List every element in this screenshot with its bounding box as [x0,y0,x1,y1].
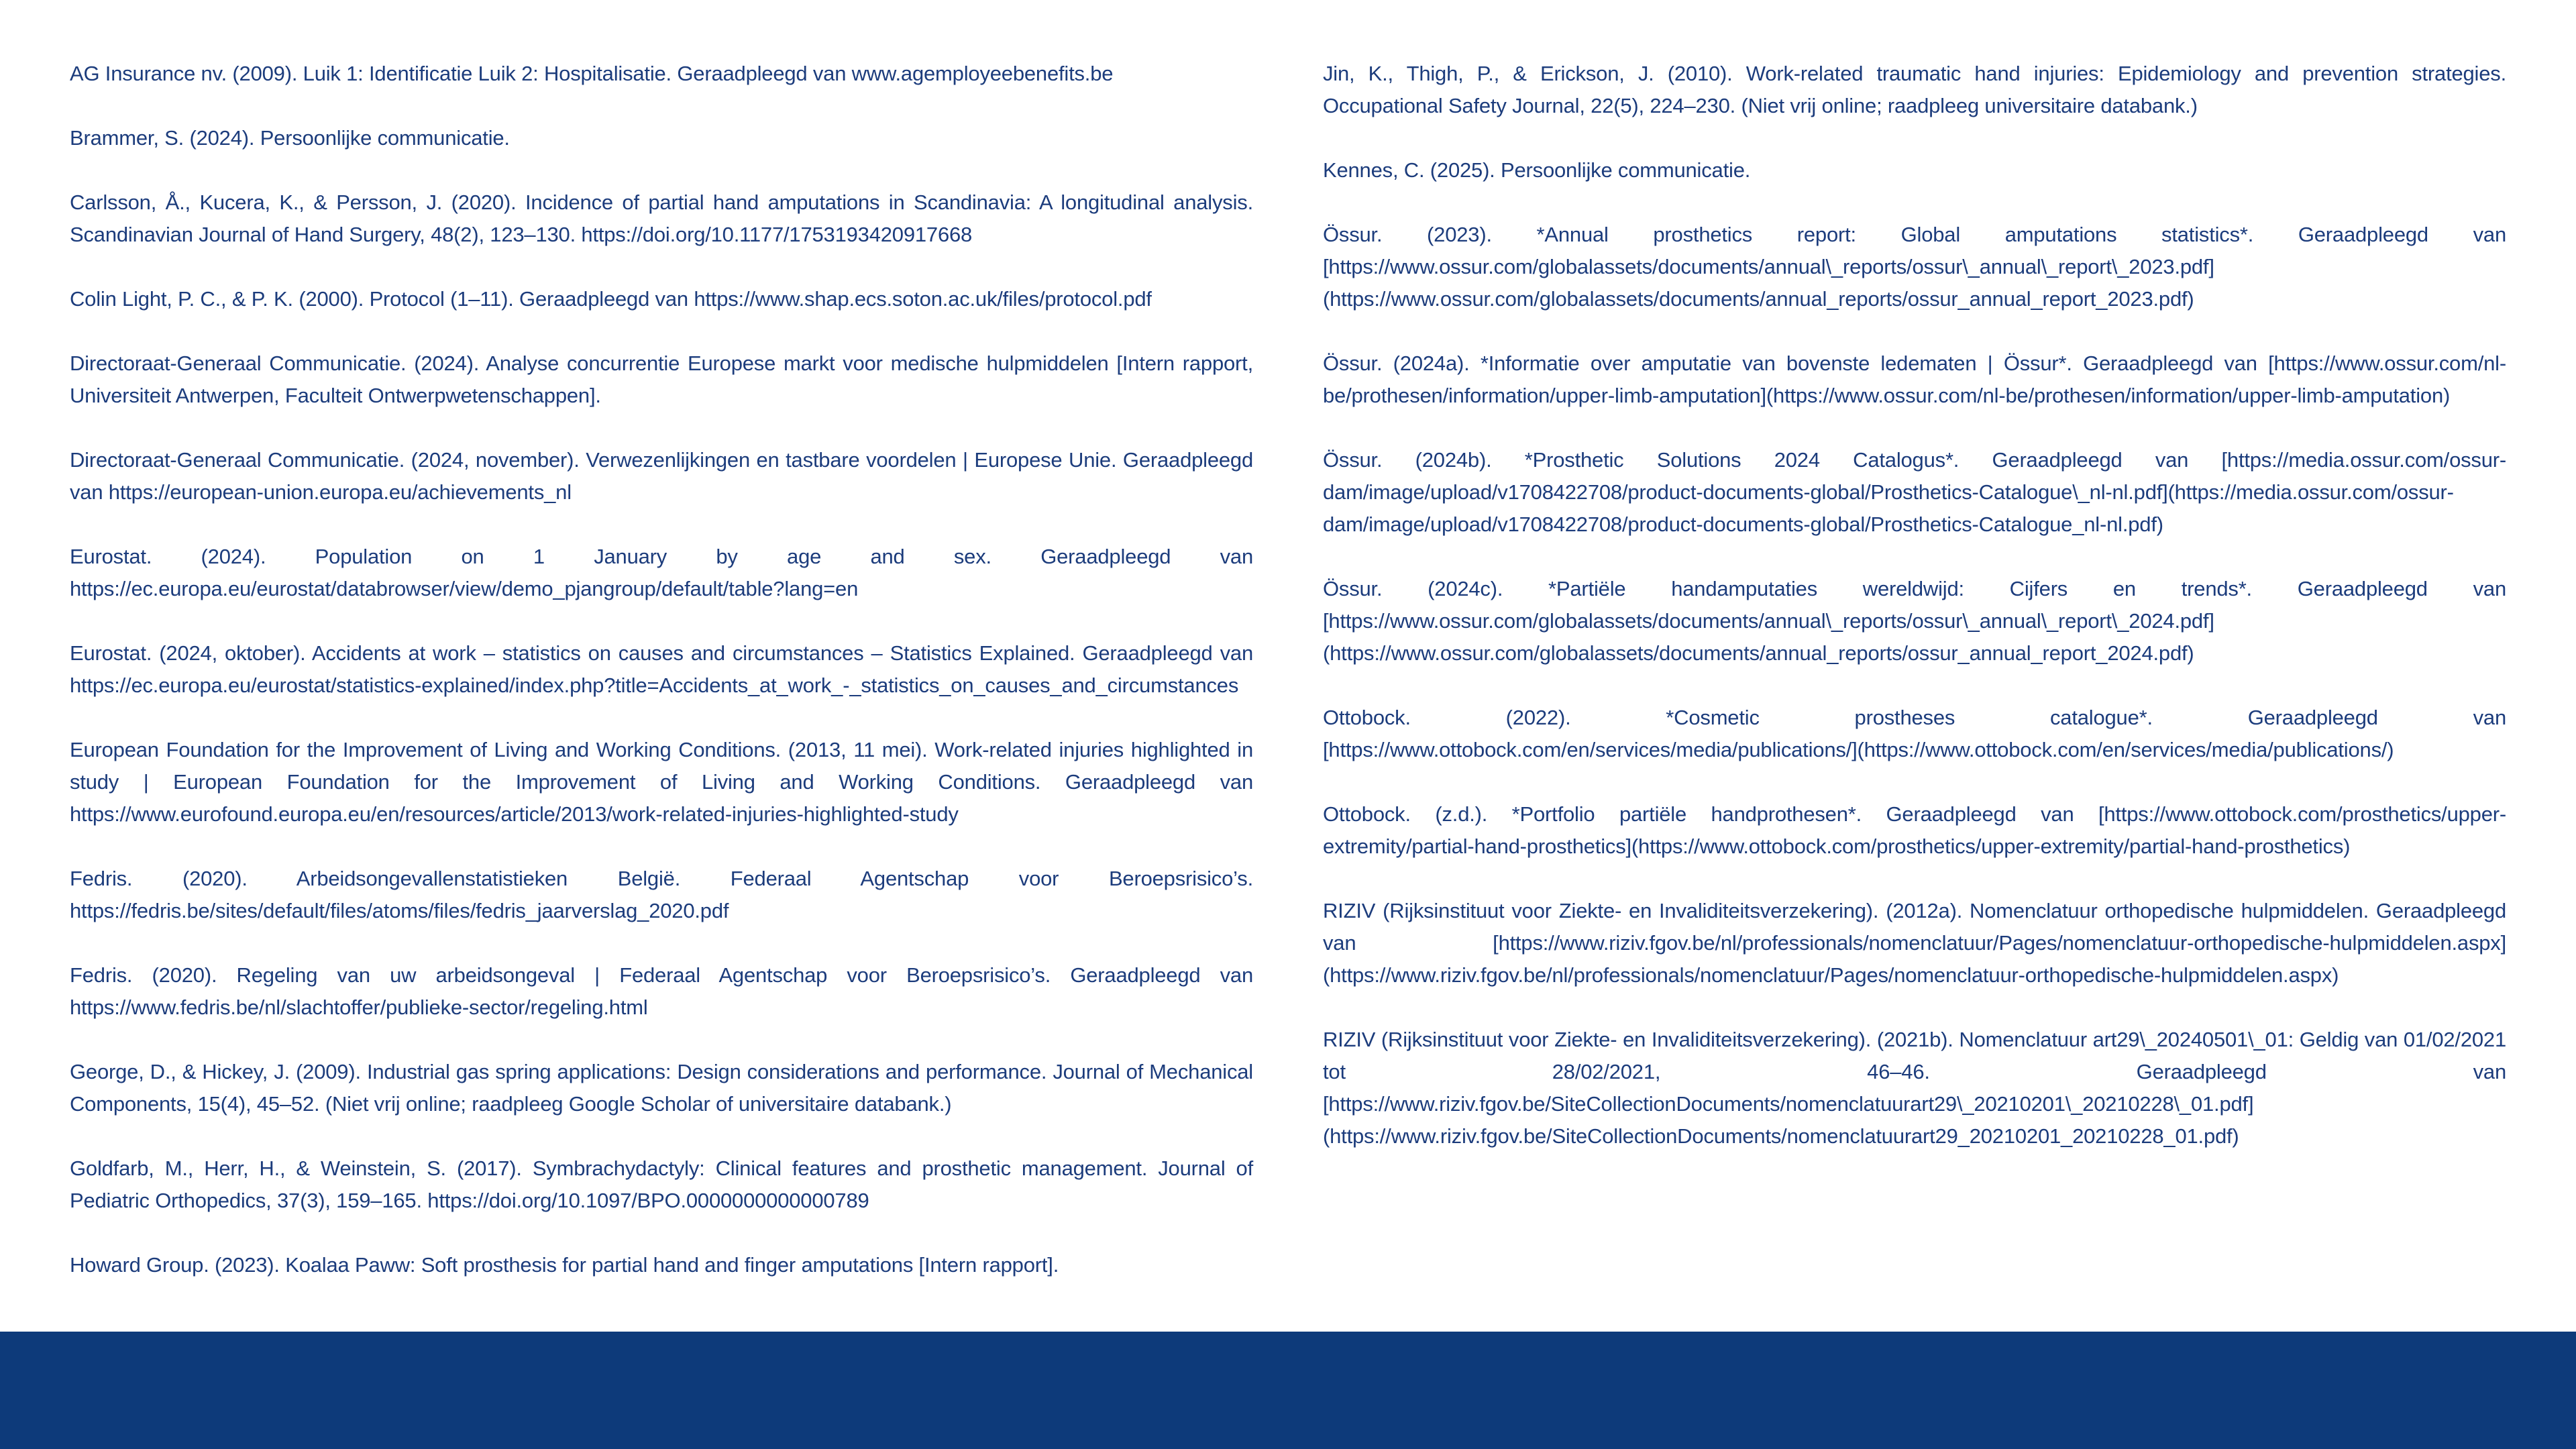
reference-entry: George, D., & Hickey, J. (2009). Industrial gas spring applications: Design considerations and performance. Journal of Mechanical Components, 15(4), 45–52. (Niet vrij online; raadpleeg Google Scholar of universitaire databank.) [70,1060,1253,1116]
footer-band [0,1332,2576,1449]
reference-entry: Fedris. (2020). Regeling van uw arbeidsongeval | Federaal Agentschap voor Beroepsrisico’s. Geraadpleegd van https://www.fedris.be/nl/slachtoffer/publieke-sector/regeling.html [70,963,1253,1019]
reference-entry: Eurostat. (2024). Population on 1 January by age and sex. Geraadpleegd van https://ec.europa.eu/eurostat/databrowser/view/demo_pjangroup/default/table?lang=en [70,545,1253,600]
reference-entry: Colin Light, P. C., & P. K. (2000). Protocol (1–11). Geraadpleegd van https://www.shap.ecs.soton.ac.uk/files/protocol.pdf [70,287,1152,311]
reference-entry: Eurostat. (2024, oktober). Accidents at work – statistics on causes and circumstances – Statistics Explained. Geraadpleegd van https://ec.europa.eu/eurostat/statistics-explained/index.php?title=Accidents_at_work_-_statistics_on_causes_and_circumstances [70,641,1253,697]
reference-column-left [70,58,1253,1313]
reference-entry: European Foundation for the Improvement of Living and Working Conditions. (2013, 11 mei). Work-related injuries highlighted in study | European Foundation for the Improvement of Living and Working Conditions. Geraadpleegd van https://www.eurofound.europa.eu/en/resources/article/2013/work-related-injuries-highlighted-study [70,738,1253,826]
reference-entry: AG Insurance nv. (2009). Luik 1: Identificatie Luik 2: Hospitalisatie. Geraadpleegd van www.agemployeebenefits.be [70,62,1114,85]
reference-entry: RIZIV (Rijksinstituut voor Ziekte- en Invaliditeitsverzekering). (2012a). Nomenclatuur orthopedische hulpmiddelen. Geraadpleegd van [https://www.riziv.fgov.be/nl/professionals/nomenclatuur/Pages/nomenclatuur-orthopedische-hulpmiddelen.aspx](https://www.riziv.fgov.be/nl/professionals/nomenclatuur/Pages/nomenclatuur-orthopedische-hulpmiddelen.aspx) [1323,899,2506,987]
reference-entry: Össur. (2024a). *Informatie over amputatie van bovenste ledematen | Össur*. Geraadpleegd van [https://www.ossur.com/nl-be/prothesen/information/upper-limb-amputation](https://www.ossur.com/nl-be/prothesen/information/upper-limb-amputation) [1323,352,2506,407]
reference-entry: Ottobock. (z.d.). *Portfolio partiële handprothesen*. Geraadpleegd van [https://www.ottobock.com/prosthetics/upper-extremity/partial-hand-prosthetics](https://www.ottobock.com/prosthetics/upper-extremity/partial-hand-prosthetics) [1323,802,2506,858]
reference-entry: RIZIV (Rijksinstituut voor Ziekte- en Invaliditeitsverzekering). (2021b). Nomenclatuur art29\_20240501\_01: Geldig van 01/02/2021 tot 28/02/2021, 46–46. Geraadpleegd van [https://www.riziv.fgov.be/SiteCollectionDocuments/nomenclatuurart29\_20210201\_20210228\_01.pdf](https://www.riziv.fgov.be/SiteCollectionDocuments/nomenclatuurart29_20210201_20210228_01.pdf) [1323,1028,2506,1148]
reference-column-right [1323,58,2506,1185]
reference-entry: Jin, K., Thigh, P., & Erickson, J. (2010). Work-related traumatic hand injuries: Epidemiology and prevention strategies. Occupational Safety Journal, 22(5), 224–230. (Niet vrij online; raadpleeg universitaire databank.) [1323,62,2506,117]
reference-entry: Össur. (2023). *Annual prosthetics report: Global amputations statistics*. Geraadpleegd van [https://www.ossur.com/globalassets/documents/annual\_reports/ossur\_annual\_report\_2023.pdf](https://www.ossur.com/globalassets/documents/annual_reports/ossur_annual_report_2023.pdf) [1323,223,2506,311]
reference-entry: Össur. (2024c). *Partiële handamputaties wereldwijd: Cijfers en trends*. Geraadpleegd van [https://www.ossur.com/globalassets/documents/annual\_reports/ossur\_annual\_report\_2024.pdf](https://www.ossur.com/globalassets/documents/annual_reports/ossur_annual_report_2024.pdf) [1323,577,2506,665]
reference-entry: Kennes, C. (2025). Persoonlijke communicatie. [1323,158,1751,182]
reference-entry: Howard Group. (2023). Koalaa Paww: Soft prosthesis for partial hand and finger amputations [Intern rapport]. [70,1253,1059,1277]
reference-entry: Brammer, S. (2024). Persoonlijke communicatie. [70,126,510,150]
reference-entry: Össur. (2024b). *Prosthetic Solutions 2024 Catalogus*. Geraadpleegd van [https://media.ossur.com/ossur-dam/image/upload/v1708422708/product-documents-global/Prosthetics-Catalogue\_nl-nl.pdf](https://media.ossur.com/ossur-dam/image/upload/v1708422708/product-documents-global/Prosthetics-Catalogue_nl-nl.pdf) [1323,448,2506,536]
reference-entry: Directoraat-Generaal Communicatie. (2024). Analyse concurrentie Europese markt voor medische hulpmiddelen [Intern rapport, Universiteit Antwerpen, Faculteit Ontwerpwetenschappen]. [70,352,1253,407]
reference-entry: Fedris. (2020). Arbeidsongevallenstatistieken België. Federaal Agentschap voor Beroepsrisico’s. https://fedris.be/sites/default/files/atoms/files/fedris_jaarverslag_2020.pdf [70,867,1253,922]
reference-entry: Directoraat-Generaal Communicatie. (2024, november). Verwezenlijkingen en tastbare voordelen | Europese Unie. Geraadpleegd van https://european-union.europa.eu/achievements_nl [70,448,1253,504]
reference-entry: Goldfarb, M., Herr, H., & Weinstein, S. (2017). Symbrachydactyly: Clinical features and prosthetic management. Journal of Pediatric Orthopedics, 37(3), 159–165. https://doi.org/10.1097/BPO.0000000000000789 [70,1157,1253,1212]
reference-entry: Ottobock. (2022). *Cosmetic prostheses catalogue*. Geraadpleegd van [https://www.ottobock.com/en/services/media/publications/](https://www.ottobock.com/en/services/media/publications/) [1323,706,2506,761]
reference-entry: Carlsson, Å., Kucera, K., & Persson, J. (2020). Incidence of partial hand amputations in Scandinavia: A longitudinal analysis. Scandinavian Journal of Hand Surgery, 48(2), 123–130. https://doi.org/10.1177/1753193420917668 [70,191,1253,246]
